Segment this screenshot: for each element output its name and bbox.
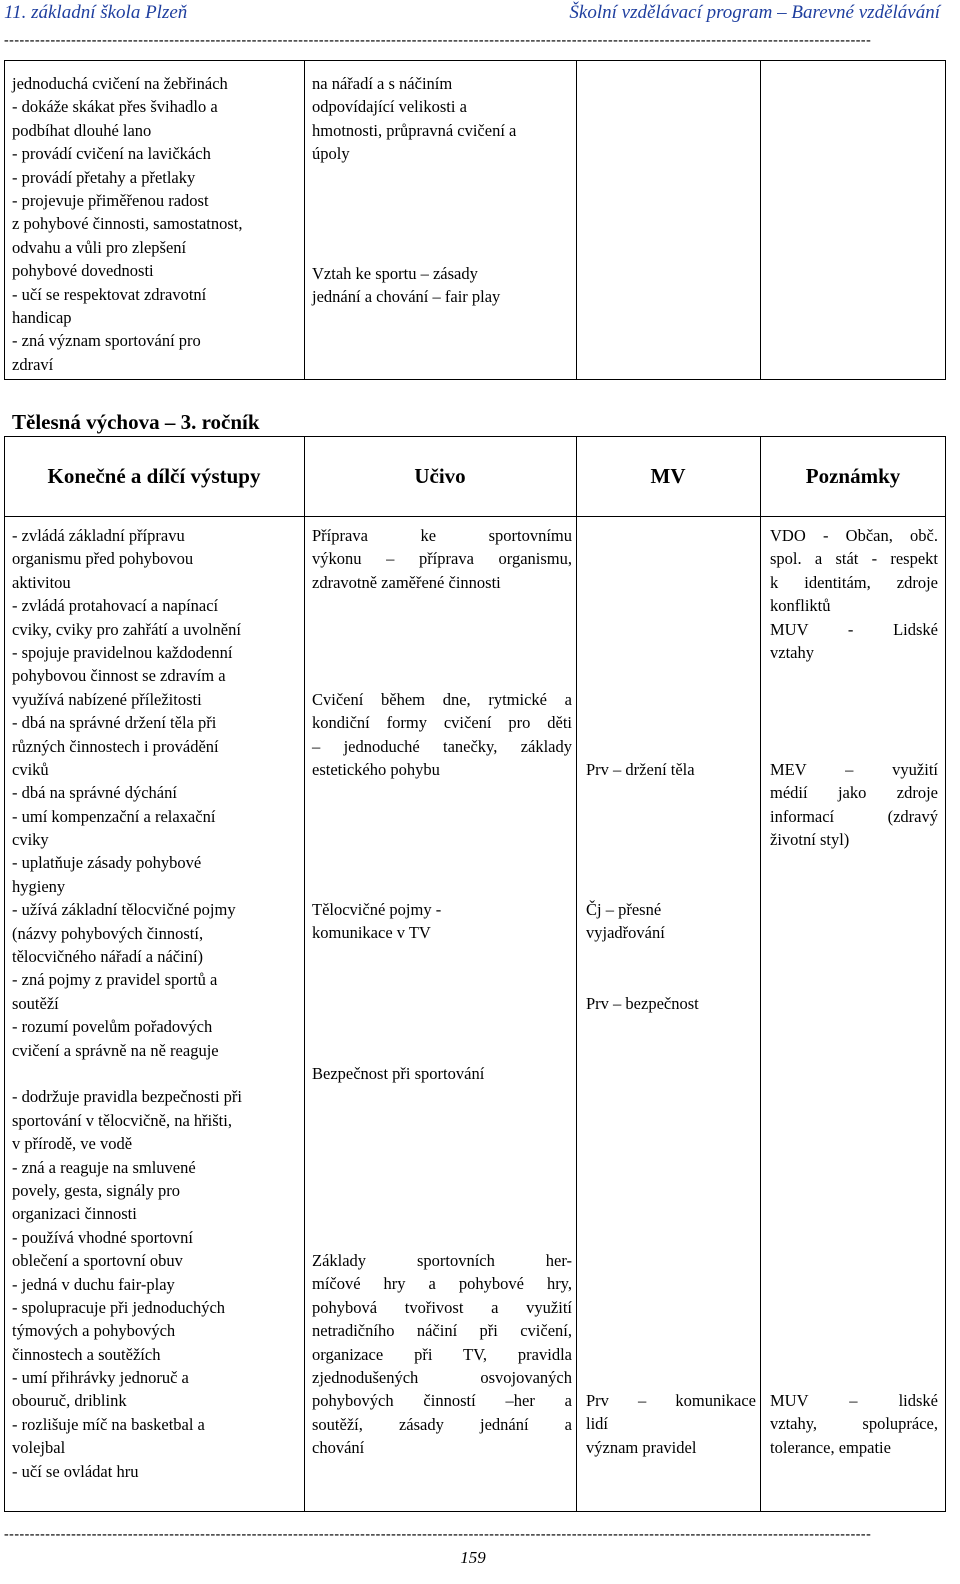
text-line: - provádí přetahy a přetlaky [12, 167, 196, 187]
text-line: jednoduchá cvičení na žebřinách [12, 74, 228, 93]
text-line: – jednoduché tanečky, základy [312, 736, 572, 756]
text-line: oblečení a sportovní obuv [12, 1251, 183, 1271]
text-line: povely, gesta, signály pro [12, 1180, 181, 1200]
text-line: tělocvičného nářadí a náčiní) [12, 947, 204, 967]
text-line: vztahy [770, 642, 814, 662]
text-line: - zná pojmy z pravidel sportů a [12, 970, 218, 990]
continuation-ucivo-fairplay [312, 262, 500, 309]
text-line: - jedná v duchu fair-play [12, 1274, 175, 1294]
header-school-name: 11. základní škola Plzeň [4, 2, 188, 23]
text-line: soutěží, zásady jednání a [312, 1414, 572, 1434]
text-line: volejbal [12, 1438, 66, 1458]
text-line: sportování v tělocvičně, na hřišti, [12, 1110, 232, 1130]
text-line: - rozumí povelům pořadových [12, 1017, 213, 1037]
text-line: úpoly [312, 144, 350, 164]
text-line: - rozlišuje míč na basketbal a [12, 1414, 205, 1434]
column-header-mv: MV [650, 464, 686, 488]
text-line: MUV - Lidské [770, 619, 938, 639]
continuation-ucivo [312, 72, 516, 166]
text-line: cviky [12, 830, 49, 850]
text-line: využívá nabízené příležitosti [12, 689, 202, 709]
text-line: - spolupracuje při jednoduchých [12, 1297, 226, 1317]
text-line: cviků [12, 759, 49, 779]
text-line: v přírodě, ve vodě [12, 1134, 133, 1154]
text-line: - umí kompenzační a relaxační [12, 806, 216, 826]
text-line: Prv – bezpečnost [586, 994, 699, 1013]
footer-divider: ------------------------------------------------------------------------------------------------------------------------------------------------------------------------ [4, 1528, 872, 1542]
table-divider [304, 60, 305, 380]
text-line: z pohybové činnosti, samostatnost, [12, 214, 243, 234]
text-line: hmotnosti, průpravná cvičení a [312, 120, 517, 140]
outputs-list [12, 524, 242, 1483]
text-line: pohybové dovednosti [12, 261, 154, 281]
text-line: - užívá základní tělocvičné pojmy [12, 900, 236, 920]
text-line: informací (zdravý [770, 806, 938, 826]
text-line: - dbá na správné dýchání [12, 783, 177, 803]
column-header-notes: Poznámky [805, 464, 901, 488]
text-line: odpovídající velikosti a [312, 97, 467, 117]
text-line: míčové hry a pohybové hry, [312, 1274, 572, 1294]
text-line: - dbá na správné držení těla při [12, 713, 217, 733]
ucivo-exercise [312, 688, 572, 782]
text-line: - umí přihrávky jednoruč a [12, 1368, 189, 1388]
text-line: - spojuje pravidelnou každodenní [12, 642, 233, 662]
notes-vdo-muv [770, 524, 938, 664]
text-line: handicap [12, 307, 72, 327]
text-line: obouruč, driblink [12, 1391, 127, 1411]
ucivo-sport-games [312, 1249, 572, 1460]
text-line: výkonu – příprava organismu, [312, 549, 572, 569]
text-line: MEV – využití [770, 760, 938, 779]
text-line: - dodržuje pravidla bezpečnosti při [12, 1087, 242, 1107]
text-line: estetického pohybu [312, 760, 440, 780]
text-line: aktivitou [12, 572, 71, 592]
notes-mev [770, 758, 938, 852]
text-line: - zná a reaguje na smluvené [12, 1157, 196, 1177]
table-divider [760, 60, 761, 380]
text-line: zjednodušených osvojovaných [312, 1367, 572, 1387]
text-line: konfliktů [770, 596, 831, 616]
text-line: různých činnostech i provádění [12, 736, 219, 756]
text-line: - provádí cvičení na lavičkách [12, 144, 211, 164]
table-divider [576, 436, 577, 1512]
text-line: odvahu a vůli pro zlepšení [12, 237, 187, 257]
text-line: organismu před pohybovou [12, 549, 194, 569]
text-line: tolerance, empatie [770, 1437, 891, 1457]
text-line: vyjadřování [586, 923, 665, 943]
table-divider [576, 60, 577, 380]
header-program-name: Školní vzdělávací program – Barevné vzdělávání [569, 2, 940, 23]
ucivo-terms [312, 898, 441, 945]
text-line: - zvládá základní přípravu [12, 526, 185, 545]
text-line: Vztah ke sportu – zásady [312, 264, 478, 283]
column-header-ucivo: Učivo [414, 464, 466, 488]
text-line: na nářadí a s náčiním [312, 74, 453, 93]
text-line: pohybovou činnost se zdravím a [12, 666, 226, 686]
page-number: 159 [460, 1548, 486, 1567]
text-line: činnostech a soutěžích [12, 1344, 161, 1364]
text-line: hygieny [12, 876, 66, 896]
text-line: Cvičení během dne, rytmické a [312, 690, 572, 709]
text-line: médií jako zdroje [770, 783, 938, 803]
text-line: organizaci činnosti [12, 1204, 137, 1224]
text-line: MUV – lidské [770, 1391, 938, 1410]
mv-communication [586, 1389, 756, 1459]
text-line: - uplatňuje zásady pohybové [12, 853, 202, 873]
table-header-divider [4, 516, 946, 517]
text-line: Prv – komunikace [586, 1391, 756, 1410]
text-line: Tělocvičné pojmy - [312, 900, 442, 919]
ucivo-safety [312, 1062, 484, 1085]
text-line [12, 1062, 242, 1085]
text-line: pohybových činností –her a [312, 1391, 572, 1411]
mv-safety [586, 992, 699, 1015]
mv-posture [586, 758, 695, 781]
text-line: - dokáže skákat přes švihadlo a [12, 97, 218, 117]
text-line: Prv – držení těla [586, 760, 695, 779]
text-line: organizace při TV, pravidla [312, 1344, 572, 1364]
text-line: Příprava ke sportovnímu [312, 526, 572, 545]
header-divider: ------------------------------------------------------------------------------------------------------------------------------------------------------------------------ [4, 34, 872, 48]
text-line: cviky, cviky pro zahřátí a uvolnění [12, 619, 241, 639]
text-line: spol. a stát - respekt [770, 549, 938, 569]
text-line: životní styl) [770, 830, 850, 850]
section-title: Tělesná výchova – 3. ročník [12, 410, 260, 434]
text-line: jednání a chování – fair play [312, 287, 501, 307]
text-line: soutěží [12, 993, 59, 1013]
notes-muv [770, 1389, 938, 1459]
table-divider [304, 436, 305, 1512]
text-line: chování [312, 1438, 365, 1458]
ucivo-preparation [312, 524, 572, 594]
text-line: cvičení a správně na ně reaguje [12, 1040, 219, 1060]
text-line: pohybová tvořivost a využití [312, 1297, 572, 1317]
text-line: komunikace v TV [312, 923, 431, 943]
text-line: zdravotně zaměřené činnosti [312, 572, 501, 592]
text-line: zdraví [12, 354, 54, 374]
text-line: podbíhat dlouhé lano [12, 120, 152, 140]
text-line: (názvy pohybových činností, [12, 923, 204, 943]
text-line: - používá vhodné sportovní [12, 1227, 194, 1247]
text-line: netradičního náčiní při cvičení, [312, 1321, 572, 1341]
text-line: vztahy, spolupráce, [770, 1414, 938, 1434]
text-line: Čj – přesné [586, 900, 662, 919]
text-line: lidí [586, 1414, 609, 1434]
text-line: - učí se ovládat hru [12, 1461, 139, 1481]
table-divider [760, 436, 761, 1512]
continuation-outputs [12, 72, 243, 376]
text-line: Bezpečnost při sportování [312, 1064, 485, 1083]
column-header-outputs: Konečné a dílčí výstupy [47, 464, 261, 488]
text-line: - zná význam sportování pro [12, 331, 201, 351]
text-line: VDO - Občan, obč. [770, 526, 938, 545]
text-line: - projevuje přiměřenou radost [12, 190, 209, 210]
text-line: týmových a pohybových [12, 1321, 176, 1341]
text-line: - zvládá protahovací a napínací [12, 596, 219, 616]
text-line: k identitám, zdroje [770, 572, 938, 592]
mv-expression [586, 898, 665, 945]
text-line: - učí se respektovat zdravotní [12, 284, 207, 304]
text-line: význam pravidel [586, 1437, 697, 1457]
text-line: kondiční formy cvičení pro děti [312, 713, 572, 733]
text-line: Základy sportovních her- [312, 1251, 572, 1270]
